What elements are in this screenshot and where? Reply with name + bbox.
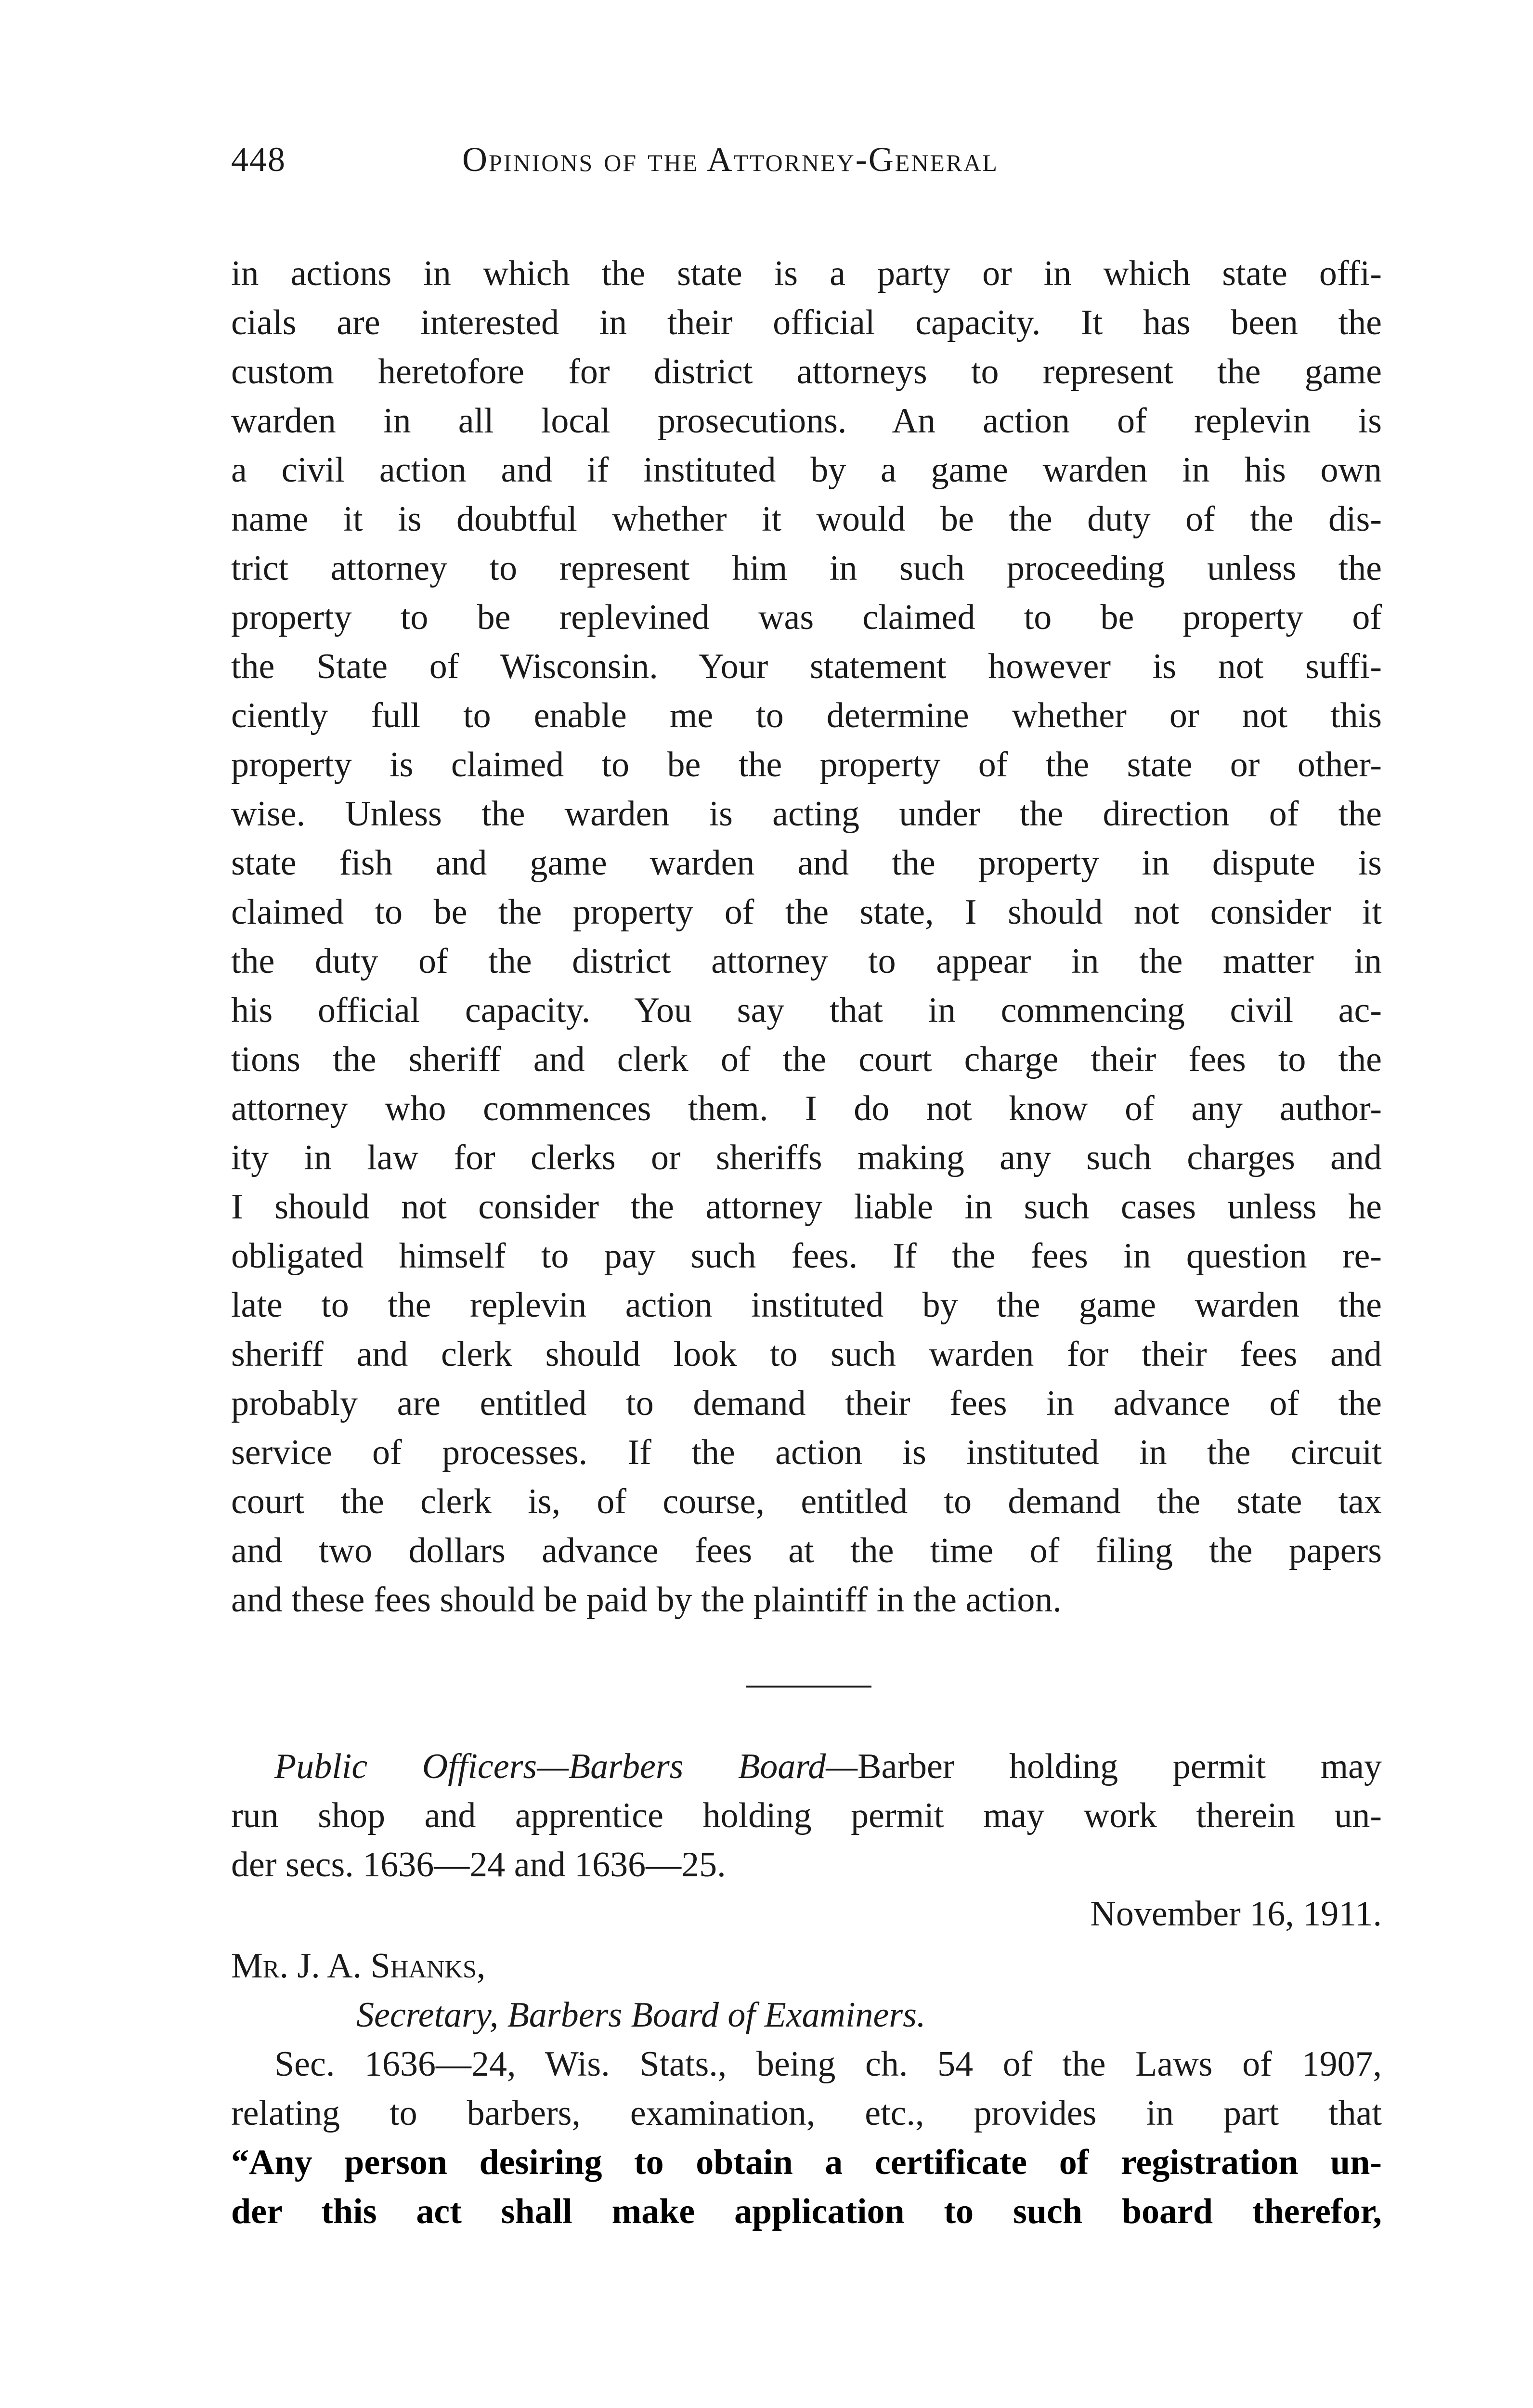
- body-line: and two dollars advance fees at the time of filing the papers: [231, 1531, 1382, 1570]
- body-line: court the clerk is, of course, entitled to demand the state tax: [231, 1482, 1382, 1521]
- body-line: state fish and game warden and the property in dispute is: [231, 843, 1382, 883]
- body-line: warden in all local prosecutions. An action of replevin is: [231, 401, 1382, 441]
- body-line: late to the replevin action instituted by the game warden the: [231, 1285, 1382, 1325]
- body-line: the State of Wisconsin. Your statement however is not suffi-: [231, 647, 1382, 686]
- body-line: service of processes. If the action is instituted in the circuit: [231, 1433, 1382, 1472]
- syllabus-line: der secs. 1636—24 and 1636—25.: [231, 1845, 726, 1885]
- body-line: property to be replevined was claimed to be property of: [231, 598, 1382, 637]
- body-line: obligated himself to pay such fees. If the fees in question re-: [231, 1236, 1382, 1276]
- body-line: his official capacity. You say that in commencing civil ac-: [231, 991, 1382, 1030]
- opinion-line: relating to barbers, examination, etc., provides in part that: [231, 2094, 1382, 2133]
- body-line: probably are entitled to demand their fees in advance of the: [231, 1384, 1382, 1423]
- addressee-title: Secretary, Barbers Board of Examiners.: [356, 1995, 926, 2035]
- body-line: attorney who commences them. I do not know of any author-: [231, 1089, 1382, 1128]
- section-divider: [746, 1686, 871, 1688]
- body-line: cials are interested in their official capacity. It has been the: [231, 303, 1382, 342]
- body-line: custom heretofore for district attorneys to represent the game: [231, 352, 1382, 392]
- opinion-line: “Any person desiring to obtain a certificate of registration un-: [231, 2143, 1382, 2182]
- body-line: wise. Unless the warden is acting under the direction of the: [231, 794, 1382, 834]
- body-line: a civil action and if instituted by a game warden in his own: [231, 450, 1382, 490]
- opinion-date: November 16, 1911.: [1090, 1894, 1382, 1934]
- body-line: the duty of the district attorney to appear in the matter in: [231, 942, 1382, 981]
- body-line: and these fees should be paid by the plaintiff in the action.: [231, 1580, 1062, 1620]
- body-line: trict attorney to represent him in such proceeding unless the: [231, 549, 1382, 588]
- addressee-name: Mr. J. A. Shanks,: [231, 1946, 486, 1986]
- syllabus-line: run shop and apprentice holding permit may work therein un-: [231, 1796, 1382, 1835]
- syllabus-text: Barber holding permit may: [857, 1747, 1382, 1786]
- body-line: I should not consider the attorney liable in such cases unless he: [231, 1187, 1382, 1227]
- opinion-line: Sec. 1636—24, Wis. Stats., being ch. 54 of the Laws of 1907,: [274, 2044, 1382, 2084]
- body-line: claimed to be the property of the state, I should not consider it: [231, 892, 1382, 932]
- syllabus-line: [274, 1743, 1382, 1790]
- body-line: tions the sheriff and clerk of the court charge their fees to the: [231, 1040, 1382, 1079]
- body-line: sheriff and clerk should look to such warden for their fees and: [231, 1335, 1382, 1374]
- syllabus-title: Public Officers—Barbers Board—: [274, 1747, 858, 1786]
- body-line: property is claimed to be the property of the state or other-: [231, 745, 1382, 785]
- body-line: ciently full to enable me to determine whether or not this: [231, 696, 1382, 735]
- page-header: [231, 140, 1387, 193]
- opinion-line: der this act shall make application to such board therefor,: [231, 2192, 1382, 2231]
- page-number: 448: [231, 140, 286, 179]
- body-line: ity in law for clerks or sheriffs making any such charges and: [231, 1138, 1382, 1178]
- body-line: in actions in which the state is a party or in which state offi-: [231, 254, 1382, 293]
- running-head: Opinions of the Attorney-General: [462, 140, 999, 179]
- body-line: name it is doubtful whether it would be the duty of the dis-: [231, 499, 1382, 539]
